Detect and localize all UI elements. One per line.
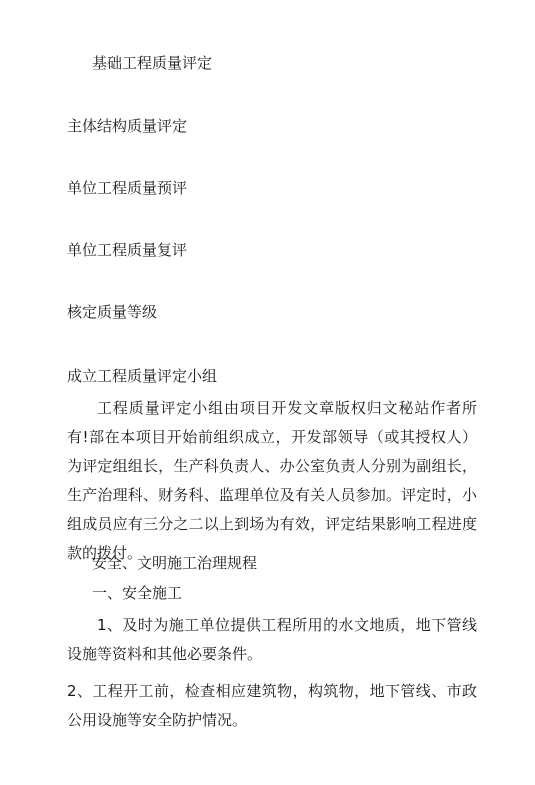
heading-foundation-quality: 基础工程质量评定 [92,54,213,72]
paragraph-item-2: 2、工程开工前，检查相应建筑物，构筑物，地下管线、市政公用设施等安全防护情况。 [67,682,477,729]
heading-main-structure-quality: 主体结构质量评定 [67,117,188,135]
paragraph-evaluation-group: 工程质量评定小组由项目开发文章版权归文秘站作者所有!部在本项目开始前组织成立，开发部领导（或其授权人）为评定组组长，生产科负责人、办公室负责人分别为副组长，生产治理科、财务科、监理单位及有关人员参加。评定时，小组成员应有三分之二以上到场为有效，评定结果影响工程进度款的拨付。 [67,399,477,562]
heading-unit-re-evaluation: 单位工程质量复评 [67,241,188,259]
heading-evaluation-group: 成立工程质量评定小组 [67,367,218,385]
subsection-title-safe-construction: 一、安全施工 [92,584,183,602]
heading-quality-grade: 核定质量等级 [67,303,158,321]
heading-unit-pre-evaluation: 单位工程质量预评 [67,179,188,197]
paragraph-item-1: 1、及时为施工单位提供工程所用的水文地质，地下管线设施等资料和其他必要条件。 [67,616,477,663]
section-title-safety: 安全、文明施工治理规程 [92,554,258,572]
